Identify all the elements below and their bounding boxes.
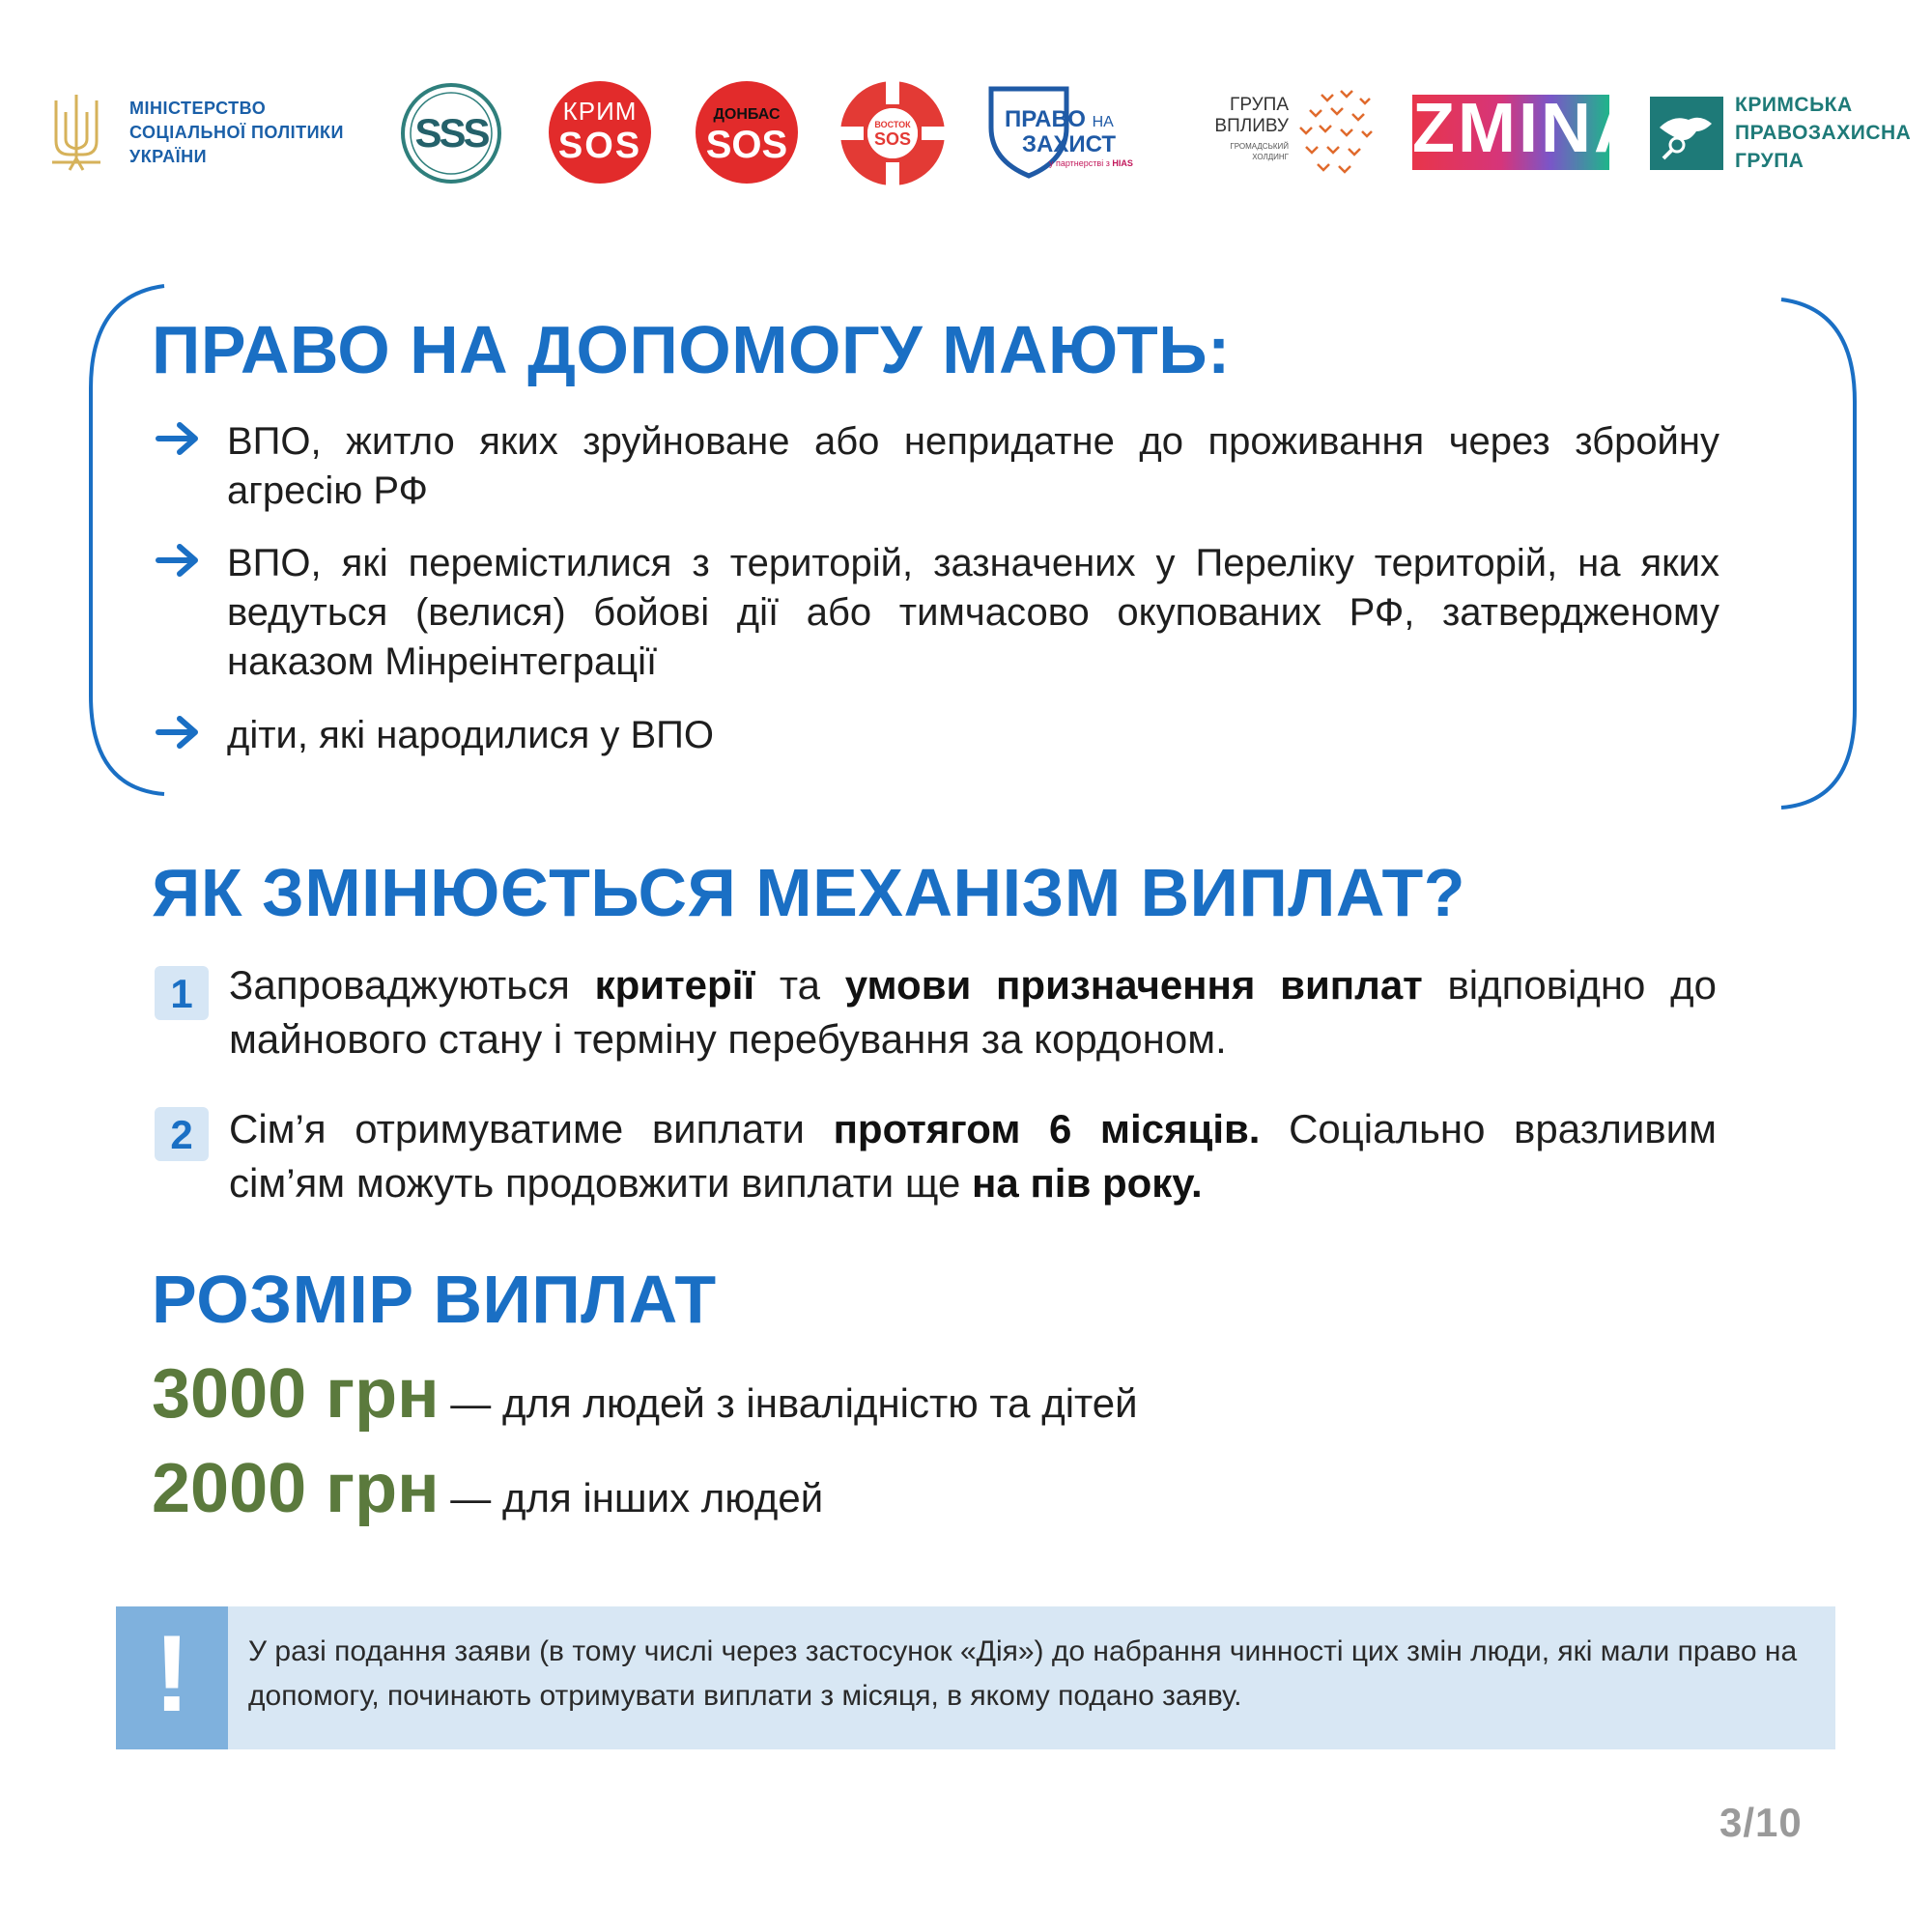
- hrupa-vplyvu-logo: [1180, 87, 1374, 180]
- amount-value: 2000 грн: [152, 1450, 440, 1527]
- exclamation-icon: !: [154, 1613, 190, 1734]
- sss-logo: [399, 81, 503, 185]
- hrupa-line-2: ВПЛИВУ: [1214, 116, 1289, 136]
- arrow-right-icon: [155, 541, 201, 580]
- step-text-part: Запроваджуються: [229, 962, 595, 1008]
- step-text-part: Соціально вразливим сім’ям можуть продовжити виплати ще: [229, 1106, 1717, 1206]
- eligibility-title: ПРАВО НА ДОПОМОГУ МАЮТЬ:: [152, 312, 1231, 387]
- step-text-part: відповідно до майнового стану і терміну перебування за кордоном.: [229, 962, 1717, 1062]
- step-text-bold: критерії: [594, 962, 755, 1008]
- zmina-logo: [1412, 90, 1647, 170]
- krym-sos-line-2: SOS: [557, 126, 642, 166]
- arrow-right-icon: [155, 713, 201, 752]
- list-item: [155, 539, 1719, 694]
- zakhyst-word: ЗАХИСТ: [1022, 131, 1117, 157]
- vostok-sos-line-1: ВОСТОК: [874, 120, 911, 129]
- step-number-badge: 2: [155, 1107, 209, 1161]
- donbas-sos-line-2: SOS: [705, 124, 788, 166]
- partner-note: у партнерстві з: [1049, 158, 1110, 168]
- hias-word: HIAS: [1112, 158, 1133, 168]
- arrow-right-icon: [155, 419, 201, 458]
- list-item-text: ВПО, житло яких зруйноване або непридатне до проживання через збройну агресію РФ: [227, 420, 1719, 512]
- step-text: [229, 1102, 1717, 1210]
- trident-emblem-icon: [46, 91, 106, 174]
- important-note: [116, 1606, 1835, 1749]
- amount-value: 3000 грн: [152, 1355, 440, 1433]
- step-text-bold: протягом 6 місяців.: [833, 1106, 1261, 1151]
- list-item: [155, 711, 1719, 769]
- ministry-logo: [46, 91, 365, 174]
- vostok-sos-logo: [838, 79, 947, 187]
- pravo-na-zakhyst-logo: [985, 83, 1151, 180]
- step-text: [229, 958, 1717, 1066]
- ministry-line-1: МІНІСТЕРСТВО: [129, 99, 267, 118]
- exclamation-icon-box: [116, 1606, 228, 1749]
- krym-sos-line-1: КРИМ: [562, 97, 638, 126]
- donbas-sos-logo: [696, 81, 798, 184]
- vostok-sos-line-2: SOS: [873, 129, 911, 149]
- page-indicator: 3/10: [1719, 1800, 1803, 1845]
- khpg-line-1: КРИМСЬКА: [1735, 94, 1853, 116]
- mechanism-title: ЯК ЗМІНЮЄТЬСЯ МЕХАНІЗМ ВИПЛАТ?: [152, 855, 1466, 930]
- hrupa-line-3: ГРОМАДСЬКИЙ: [1230, 142, 1289, 151]
- payment-amount-title: РОЗМІР ВИПЛАТ: [152, 1262, 717, 1337]
- step-text-bold: на пів року.: [972, 1160, 1203, 1206]
- list-item-text: діти, які народилися у ВПО: [227, 714, 715, 756]
- ministry-line-2: СОЦІАЛЬНОЇ ПОЛІТИКИ: [129, 123, 344, 142]
- step-text-bold: умови призначення виплат: [844, 962, 1423, 1008]
- khpg-logo: [1650, 91, 1912, 172]
- na-word: НА: [1092, 114, 1114, 130]
- donbas-sos-line-1: ДОНБАС: [713, 106, 781, 123]
- khpg-line-3: ГРУПА: [1735, 150, 1804, 172]
- hrupa-line-4: ХОЛДИНГ: [1252, 153, 1289, 161]
- sss-logo-text: SSS: [414, 110, 488, 156]
- amount-description: — для людей з інвалідністю та дітей: [439, 1380, 1138, 1426]
- list-item-text: ВПО, які перемістилися з територій, зазначених у Переліку територій, на яких ведуться (велися) бойові дії або тимчасово окупованих РФ, затвердженому наказом Мінреінтеграції: [227, 542, 1719, 683]
- pravo-word: ПРАВО: [1005, 106, 1086, 132]
- ministry-line-3: УКРАЇНИ: [129, 147, 208, 166]
- birds-flock-icon: [1293, 87, 1378, 180]
- zmina-logo-text: ZMINA: [1412, 90, 1647, 167]
- step-text-part: Сім’я отримуватиме виплати: [229, 1106, 834, 1151]
- amount-row: [152, 1354, 1138, 1434]
- step-text-part: та: [754, 962, 845, 1008]
- amount-description: — для інших людей: [439, 1475, 824, 1520]
- list-item: [155, 417, 1719, 524]
- khpg-line-2: ПРАВОЗАХИСНА: [1735, 122, 1912, 144]
- hrupa-line-1: ГРУПА: [1230, 95, 1289, 115]
- step-number-badge: 1: [155, 966, 209, 1020]
- right-bracket-decoration: [1776, 296, 1862, 813]
- important-note-text: У разі подання заяви (в тому числі через застосунок «Дія») до набрання чинності цих змін люди, які мали право на допомогу, починають отримувати виплати з місяця, в якому подано заяву.: [248, 1635, 1798, 1712]
- crimea-map-icon: [1650, 97, 1723, 170]
- amount-row: [152, 1449, 823, 1528]
- krym-sos-logo: [549, 81, 651, 184]
